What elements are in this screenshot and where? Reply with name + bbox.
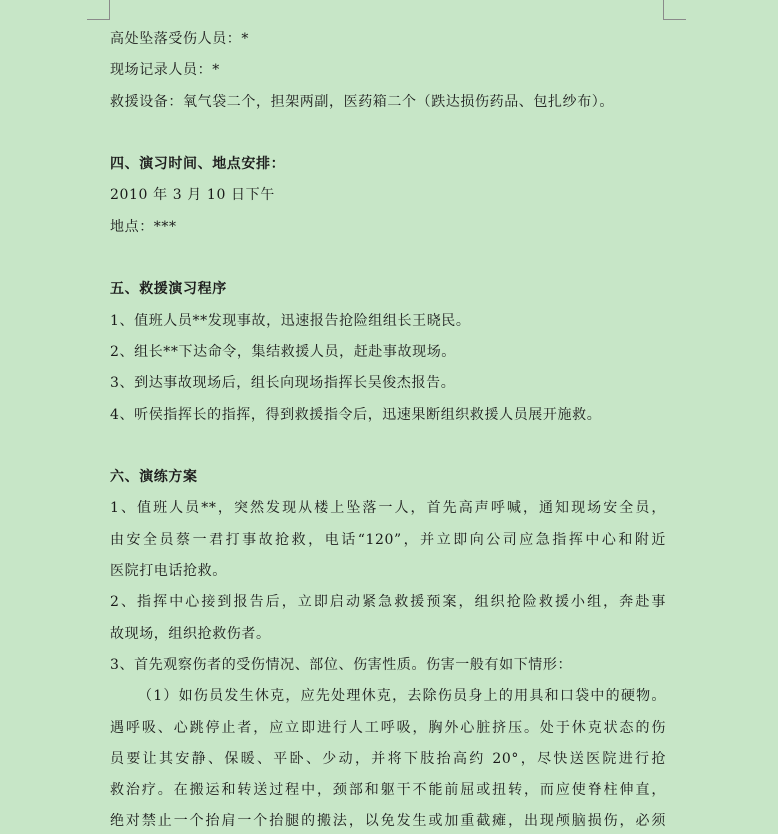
list-item: 1、值班人员**发现事故，迅速报告抢险组组长王晓民。 bbox=[110, 312, 471, 329]
text-line: 高处坠落受伤人员：* bbox=[110, 31, 249, 47]
paragraph-line: 由安全员蔡一君打事故抢救，电话“120”，并立即向公司应急指挥中心和附近 bbox=[110, 531, 666, 548]
list-item: 3、到达事故现场后，组长向现场指挥长吴俊杰报告。 bbox=[110, 375, 456, 392]
crop-mark-top-left bbox=[87, 0, 110, 20]
paragraph-line: 故现场，组织抢救伤者。 bbox=[110, 625, 271, 642]
paragraph-line: （1）如伤员发生休克，应先处理休克，去除伤员身上的用具和口袋中的硬物。 bbox=[138, 688, 666, 705]
text-line: 地点：*** bbox=[110, 218, 177, 235]
blank-line bbox=[110, 431, 666, 462]
paragraph-line: 救治疗。在搬运和转送过程中，颈部和躯干不能前屈或扭转，而应使脊柱伸直， bbox=[110, 782, 666, 799]
paragraph-line: 1、值班人员**，突然发现从楼上坠落一人，首先高声呼喊，通知现场安全员， bbox=[110, 500, 666, 517]
section-heading: 五、救援演习程序 bbox=[110, 281, 227, 298]
paragraph-line: 绝对禁止一个抬肩一个抬腿的搬法，以免发生或加重截瘫，出现颅脑损伤，必须 bbox=[110, 813, 666, 830]
blank-line bbox=[110, 243, 666, 274]
text-line: 现场记录人员：* bbox=[110, 62, 220, 79]
text-line: 救援设备：氧气袋二个，担架两副，医药箱二个（跌达损伤药品、包扎纱布）。 bbox=[110, 93, 614, 110]
section-heading: 四、演习时间、地点安排： bbox=[110, 156, 286, 173]
paragraph-line: 遇呼吸、心跳停止者，应立即进行人工呼吸，胸外心脏挤压。处于休克状态的伤 bbox=[110, 719, 666, 736]
crop-mark-top-right bbox=[663, 0, 686, 20]
paragraph-line: 2、指挥中心接到报告后，立即启动紧急救援预案，组织抢险救援小组，奔赴事 bbox=[110, 594, 666, 611]
document-body[interactable] bbox=[110, 24, 666, 834]
paragraph-line: 员要让其安静、保暖、平卧、少动，并将下肢抬高约 20°，尽快送医院进行抢 bbox=[110, 750, 666, 767]
text-line: 2010 年 3 月 10 日下午 bbox=[110, 187, 275, 204]
list-item: 4、听侯指挥长的指挥，得到救援指令后，迅速果断组织救援人员展开施救。 bbox=[110, 406, 602, 423]
paragraph-line: 医院打电话抢救。 bbox=[110, 563, 227, 580]
list-item: 2、组长**下达命令，集结救援人员，赶赴事故现场。 bbox=[110, 343, 456, 360]
paragraph-line: 3、首先观察伤者的受伤情况、部位、伤害性质。伤害一般有如下情形： bbox=[110, 656, 573, 673]
section-heading: 六、演练方案 bbox=[110, 469, 198, 486]
blank-line bbox=[110, 118, 666, 149]
